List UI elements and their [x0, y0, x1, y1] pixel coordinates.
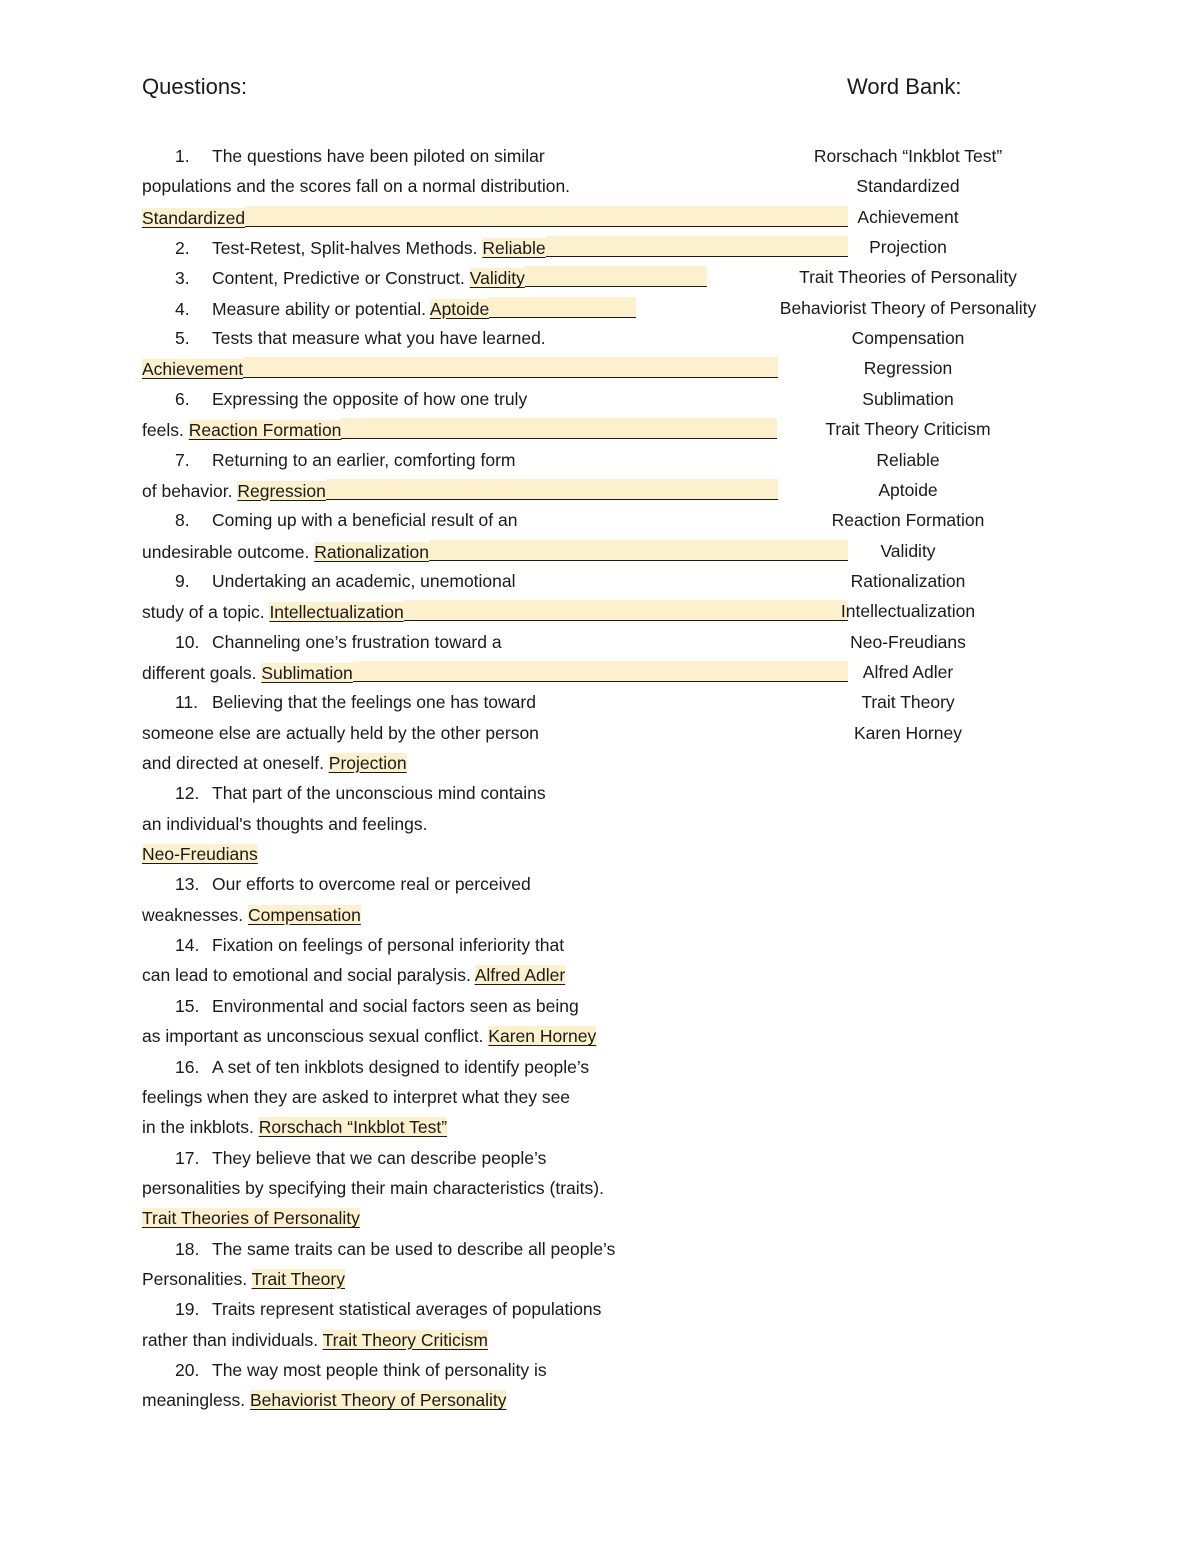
answer-blank[interactable]: Reaction Formation: [188, 420, 342, 441]
question-continuation: [142, 661, 848, 684]
question-line: [175, 327, 546, 349]
question-text: The way most people think of personality is: [212, 1360, 547, 1380]
word-bank-item: Standardized: [856, 176, 960, 197]
question-continuation: [142, 1177, 604, 1199]
question-line: [175, 145, 545, 167]
question-text: feelings when they are asked to interpret what they see: [142, 1086, 571, 1107]
question-continuation: [142, 1025, 596, 1047]
answer-blank[interactable]: Regression: [237, 480, 326, 501]
answer-blank[interactable]: Sublimation: [261, 662, 353, 683]
question-line: [175, 388, 527, 410]
question-text: Personalities.: [142, 1268, 252, 1289]
question-continuation: [142, 479, 778, 502]
word-bank-item: Trait Theory Criticism: [825, 419, 991, 440]
question-line: [175, 1298, 601, 1320]
question-text: undesirable outcome.: [142, 541, 315, 562]
question-number: 7.: [175, 449, 190, 470]
answer-underline: [245, 206, 848, 227]
answer-blank[interactable]: Aptoide: [429, 298, 490, 319]
question-number: 16.: [175, 1056, 200, 1077]
question-number: 1.: [175, 146, 190, 166]
question-text: A set of ten inkblots designed to identify people’s: [212, 1056, 590, 1077]
question-text: someone else are actually held by the other person: [142, 722, 539, 743]
question-line: [175, 873, 531, 895]
answer-blank[interactable]: Rorschach “Inkblot Test”: [258, 1117, 448, 1138]
answer-blank[interactable]: Intellectualization: [269, 602, 404, 623]
word-bank-item: Neo-Freudians: [850, 631, 966, 652]
word-bank-item: Reaction Formation: [831, 510, 985, 531]
word-bank-item: Regression: [863, 358, 953, 379]
answer-blank[interactable]: Karen Horney: [488, 1026, 597, 1047]
question-text: That part of the unconscious mind contains: [212, 783, 546, 804]
question-continuation: [142, 175, 570, 197]
question-line: [175, 1238, 615, 1260]
answer-underline: [525, 266, 707, 287]
answer-underline: [243, 357, 778, 378]
question-text: Test-Retest, Split-halves Methods.: [212, 238, 483, 259]
question-continuation: [142, 722, 539, 744]
question-text: They believe that we can describe people’s: [212, 1147, 547, 1168]
question-text: Content, Predictive or Construct.: [212, 268, 470, 289]
question-continuation: [142, 357, 778, 380]
question-text: of behavior.: [142, 480, 238, 501]
question-continuation: [142, 206, 848, 229]
question-number: 20.: [175, 1360, 200, 1380]
question-text: rather than individuals.: [142, 1329, 323, 1350]
word-bank-item: Alfred Adler: [862, 661, 954, 682]
question-text: Expressing the opposite of how one truly: [212, 388, 528, 409]
question-number: 12.: [175, 783, 200, 804]
question-text: weaknesses.: [142, 904, 249, 925]
word-bank-item: Achievement: [857, 206, 959, 227]
question-line: [175, 297, 636, 320]
word-bank-item: Sublimation: [862, 388, 954, 409]
question-number: 17.: [175, 1147, 200, 1168]
question-line: [175, 631, 502, 653]
question-text: The questions have been piloted on similar: [212, 146, 545, 166]
question-text: Fixation on feelings of personal inferiority that: [212, 935, 565, 956]
word-bank-item: Projection: [869, 237, 947, 258]
answer-blank[interactable]: Trait Theory Criticism: [322, 1329, 488, 1350]
question-line: [175, 449, 515, 471]
question-text: feels.: [142, 420, 189, 441]
question-continuation: [142, 752, 407, 774]
question-continuation: [142, 1086, 570, 1108]
answer-underline: [341, 418, 777, 439]
word-bank-item: Compensation: [851, 328, 965, 349]
question-continuation: [142, 418, 777, 441]
question-text: different goals.: [142, 662, 262, 683]
answer-blank[interactable]: Rationalization: [314, 541, 429, 562]
question-text: can lead to emotional and social paralysis.: [142, 965, 475, 986]
question-line: [175, 1359, 547, 1381]
question-text: personalities by specifying their main characteristics (traits).: [142, 1177, 604, 1198]
question-line: [175, 236, 848, 259]
word-bank-item: Aptoide: [878, 479, 938, 500]
answer-blank[interactable]: Achievement: [142, 359, 244, 380]
question-continuation: [142, 540, 848, 563]
question-continuation: [142, 1116, 447, 1138]
question-text: Channeling one’s frustration toward a: [212, 631, 502, 652]
question-line: [175, 509, 517, 531]
questions-heading: Questions:: [142, 74, 248, 99]
question-number: 2.: [175, 238, 190, 259]
question-text: Environmental and social factors seen as being: [212, 995, 579, 1016]
question-number: 9.: [175, 570, 190, 591]
answer-blank[interactable]: Neo-Freudians: [142, 844, 258, 865]
question-number: 13.: [175, 874, 200, 895]
question-text: and directed at oneself.: [142, 753, 329, 773]
word-bank-item: Karen Horney: [854, 722, 962, 743]
question-number: 5.: [175, 328, 190, 349]
answer-blank[interactable]: Reliable: [482, 238, 546, 259]
question-continuation: [142, 904, 361, 926]
question-text: Coming up with a beneficial result of an: [212, 510, 518, 531]
question-line: [175, 1147, 546, 1169]
answer-blank[interactable]: Validity: [469, 268, 525, 289]
question-text: as important as unconscious sexual conflict.: [142, 1026, 489, 1047]
word-bank-item: Validity: [880, 540, 936, 561]
question-number: 8.: [175, 510, 190, 531]
question-continuation: [142, 1389, 506, 1411]
answer-blank[interactable]: Trait Theory: [251, 1268, 345, 1289]
word-bank-item: Rorschach “Inkblot Test”: [813, 146, 1003, 166]
answer-blank[interactable]: Trait Theories of Personality: [142, 1208, 360, 1229]
question-text: study of a topic.: [142, 602, 270, 623]
answer-underline: [489, 297, 636, 318]
word-bank-item: Reliable: [876, 449, 940, 470]
question-number: 15.: [175, 995, 200, 1016]
question-line: [175, 1056, 589, 1078]
question-text: Measure ability or potential.: [212, 298, 430, 319]
word-bank-item: Behaviorist Theory of Personality: [779, 297, 1037, 318]
question-number: 19.: [175, 1299, 200, 1320]
word-bank-item: Rationalization: [850, 570, 966, 591]
answer-blank[interactable]: Standardized: [142, 207, 246, 228]
question-number: 6.: [175, 388, 190, 409]
question-text: Returning to an earlier, comforting form: [212, 449, 516, 470]
answer-blank[interactable]: Behaviorist Theory of Personality: [249, 1390, 507, 1411]
question-number: 10.: [175, 631, 200, 652]
question-text: in the inkblots.: [142, 1117, 259, 1138]
question-number: 11.: [175, 692, 199, 713]
question-line: [175, 266, 707, 289]
answer-blank[interactable]: Compensation: [248, 904, 361, 925]
question-continuation: [142, 1329, 488, 1351]
question-text: Tests that measure what you have learned.: [212, 328, 546, 349]
question-text: Undertaking an academic, unemotional: [212, 570, 516, 591]
question-text: Believing that the feelings one has toward: [212, 692, 536, 713]
question-continuation: [142, 1268, 345, 1290]
word-bank-item: Trait Theories of Personality: [799, 267, 1017, 288]
question-continuation: [142, 964, 565, 986]
question-text: Our efforts to overcome real or perceived: [212, 874, 531, 895]
question-line: [175, 995, 579, 1017]
question-text: meaningless.: [142, 1390, 250, 1411]
word-bank-item: Trait Theory: [861, 692, 955, 713]
answer-underline: [326, 479, 778, 500]
question-line: [175, 782, 546, 804]
question-line: [175, 691, 536, 713]
question-line: [175, 934, 564, 956]
question-continuation: [142, 600, 848, 623]
question-number: 4.: [175, 298, 190, 319]
question-number: 14.: [175, 935, 200, 956]
question-continuation: [142, 843, 258, 865]
answer-blank[interactable]: Alfred Adler: [474, 965, 566, 986]
question-number: 3.: [175, 268, 190, 289]
question-text: populations and the scores fall on a normal distribution.: [142, 176, 571, 197]
question-text: The same traits can be used to describe all people’s: [212, 1238, 616, 1259]
question-continuation: [142, 1207, 360, 1229]
word-bank-heading: Word Bank:: [847, 74, 962, 99]
question-continuation: [142, 813, 428, 835]
answer-blank[interactable]: Projection: [328, 753, 407, 773]
question-line: [175, 570, 516, 592]
question-number: 18.: [175, 1238, 200, 1259]
question-text: an individual's thoughts and feelings.: [142, 813, 428, 834]
word-bank-item: Intellectualization: [840, 601, 976, 622]
question-text: Traits represent statistical averages of populations: [212, 1299, 602, 1320]
